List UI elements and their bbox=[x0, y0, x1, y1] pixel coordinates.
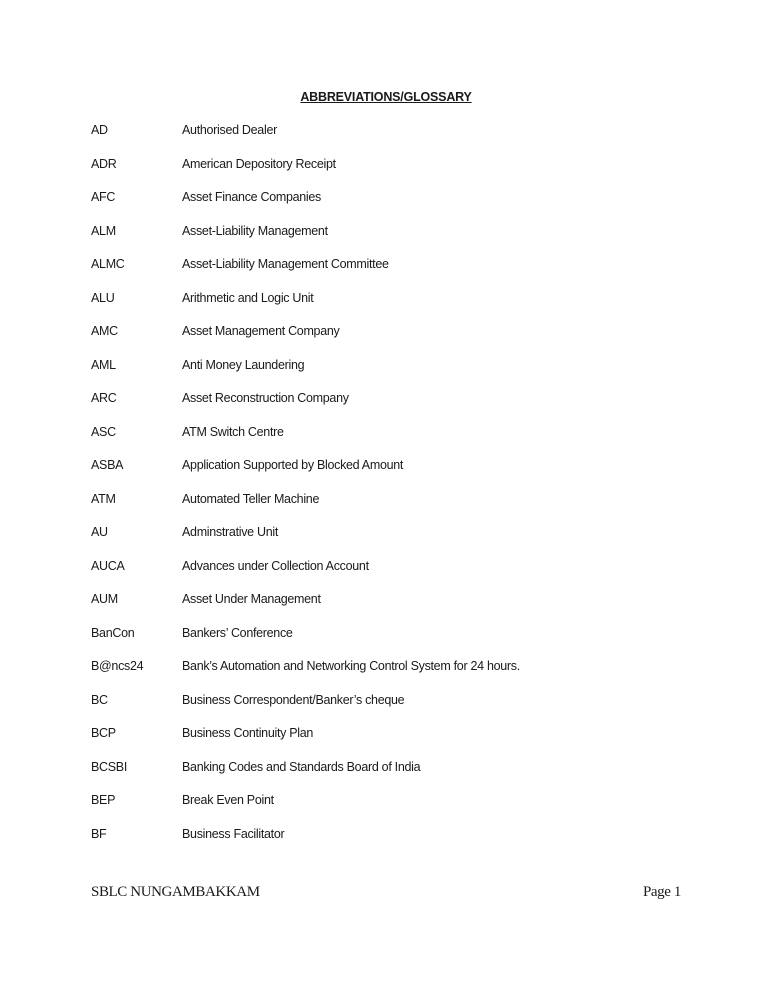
glossary-abbreviation: ADR bbox=[91, 156, 117, 171]
glossary-definition: Arithmetic and Logic Unit bbox=[182, 290, 314, 305]
glossary-definition: Asset-Liability Management Committee bbox=[182, 257, 389, 271]
glossary-abbreviation: AML bbox=[91, 357, 116, 372]
footer-organization: SBLC NUNGAMBAKKAM bbox=[91, 884, 260, 900]
glossary-definition: Automated Teller Machine bbox=[182, 491, 320, 506]
glossary-abbreviation: AFC bbox=[91, 190, 116, 204]
glossary-abbreviation: B@ncs24 bbox=[91, 659, 144, 673]
glossary-abbreviation: AU bbox=[91, 525, 108, 539]
glossary-abbreviation: ALMC bbox=[91, 257, 125, 271]
glossary-definition: American Depository Receipt bbox=[182, 156, 336, 171]
glossary-abbreviation: BC bbox=[91, 692, 108, 707]
glossary-definition: Adminstrative Unit bbox=[182, 525, 279, 539]
glossary-abbreviation: AD bbox=[91, 123, 108, 137]
glossary-definition: ATM Switch Centre bbox=[182, 424, 284, 439]
glossary-definition: Asset Finance Companies bbox=[182, 190, 322, 204]
glossary-abbreviation: ALM bbox=[91, 223, 116, 238]
glossary-abbreviation: ALU bbox=[91, 290, 115, 305]
glossary-abbreviation: AUM bbox=[91, 592, 118, 606]
glossary-abbreviation: BEP bbox=[91, 793, 116, 807]
glossary-abbreviation: BF bbox=[91, 826, 107, 841]
glossary-definition: Application Supported by Blocked Amount bbox=[182, 458, 404, 472]
glossary-definition: Asset Management Company bbox=[182, 324, 340, 338]
glossary-definition: Business Facilitator bbox=[182, 826, 285, 841]
glossary-definition: Break Even Point bbox=[182, 793, 274, 807]
glossary-abbreviation: BanCon bbox=[91, 625, 135, 640]
glossary-definition: Business Continuity Plan bbox=[182, 726, 314, 740]
glossary-abbreviation: AMC bbox=[91, 324, 118, 338]
page-footer bbox=[91, 884, 681, 901]
glossary-definition: Advances under Collection Account bbox=[182, 558, 369, 573]
glossary-definition: Asset Under Management bbox=[182, 592, 321, 606]
glossary-definition: Asset-Liability Management bbox=[182, 223, 328, 238]
glossary-abbreviation: ATM bbox=[91, 491, 116, 506]
glossary-definition: Anti Money Laundering bbox=[182, 357, 305, 372]
glossary-abbreviation: BCP bbox=[91, 726, 116, 740]
glossary-definition: Business Correspondent/Banker’s cheque bbox=[182, 692, 405, 707]
glossary-definition: Banking Codes and Standards Board of India bbox=[182, 759, 421, 774]
glossary-definition: Bank’s Automation and Networking Control System for 24 hours. bbox=[182, 659, 520, 673]
glossary-abbreviation: ASC bbox=[91, 424, 116, 439]
glossary-definition: Bankers’ Conference bbox=[182, 625, 293, 640]
glossary-abbreviation: ARC bbox=[91, 391, 117, 405]
glossary-definition: Authorised Dealer bbox=[182, 123, 277, 137]
glossary-abbreviation: AUCA bbox=[91, 558, 125, 573]
glossary-definition: Asset Reconstruction Company bbox=[182, 391, 349, 405]
glossary-abbreviation: ASBA bbox=[91, 458, 124, 472]
page-title: ABBREVIATIONS/GLOSSARY bbox=[300, 90, 472, 104]
glossary-abbreviation: BCSBI bbox=[91, 759, 128, 774]
footer-page-number: Page 1 bbox=[642, 884, 681, 900]
